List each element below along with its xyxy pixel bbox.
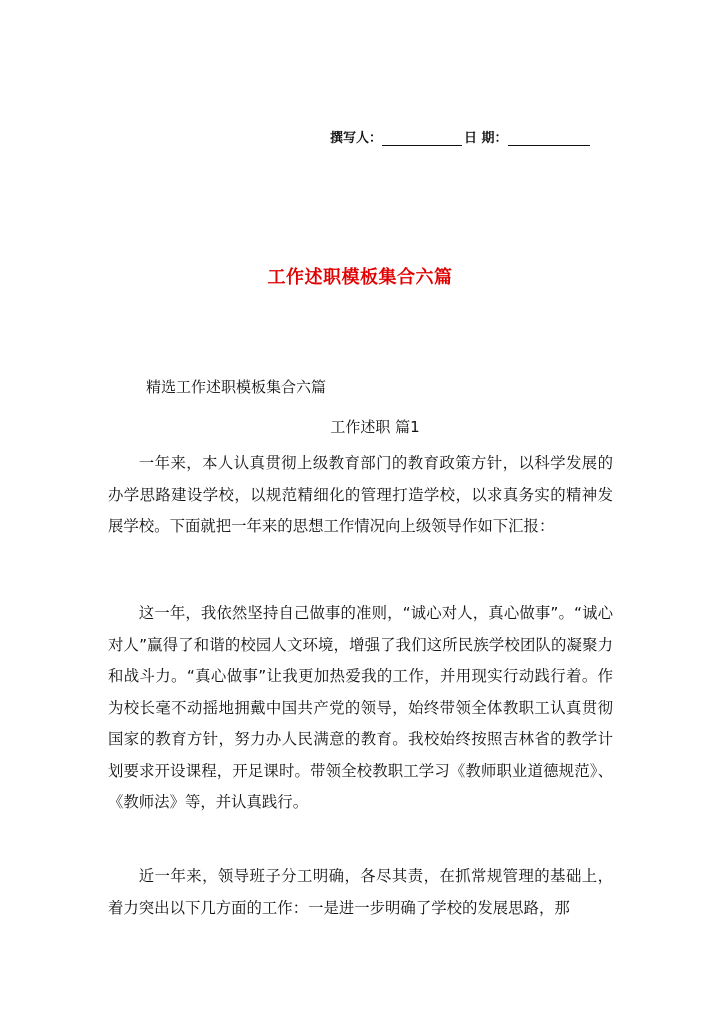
document-title: 工作述职模板集合六篇	[267, 267, 453, 288]
section-heading: 工作述职 篇1	[330, 418, 420, 436]
paragraph-3: 近一年来，领导班子分工明确，各尽其责，在抓常规管理的基础上，着力突出以下几方面的工作：一是进一步明确了学校的发展思路，那	[108, 867, 613, 917]
paragraph-2: 这一年，我依然坚持自己做事的准则，“诚心对人，真心做事”。“诚心对人”赢得了和谐的校园人文环境，增强了我们这所民族学校团队的凝聚力和战斗力。“真心做事”让我更加热爱我的工作，并用现实行动践行着。作为校长毫不动摇地拥戴中国共产党的领导，始终带领全体教职工认真贯彻国家的教育方针，努力办人民满意的教育。我校始终按照吉林省的教学计划要求开设课程，开足课时。带领全校教职工学习《教师职业道德规范》、《教师法》等，并认真践行。	[108, 604, 613, 811]
author-label: 撰写人：	[330, 131, 383, 146]
date-label: 日 期：	[464, 131, 508, 146]
document-subtitle: 精选工作述职模板集合六篇	[146, 378, 327, 396]
paragraph-1: 一年来，本人认真贯彻上级教育部门的教育政策方针，以科学发展的办学思路建设学校，以规范精细化的管理打造学校，以求真务实的精神发展学校。下面就把一年来的思想工作情况向上级领导作如下汇报：	[108, 454, 613, 535]
date-blank	[508, 131, 590, 146]
author-blank	[382, 131, 462, 146]
author-date-line	[330, 127, 620, 146]
